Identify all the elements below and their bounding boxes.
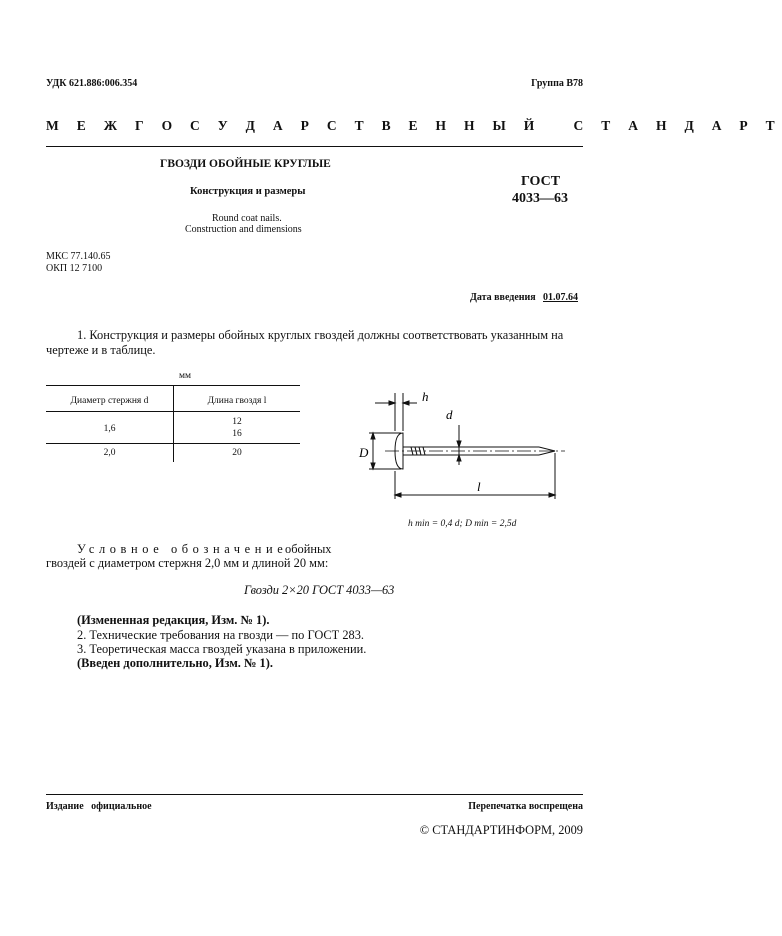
copyright: © СТАНДАРТИНФОРМ, 2009 [419,823,583,837]
table-unit: мм [179,371,192,381]
table-cell-l-1a: 12 [232,417,242,427]
designation-rest: обойных [285,542,332,556]
reprint-label: Перепечатка воспрещена [468,801,583,812]
udk-code: УДК 621.886:006.354 [46,78,138,89]
drawing-caption: h min = 0,4 d; D min = 2,5d [408,519,517,529]
table-cell-l-1b: 16 [232,429,242,439]
standard-banner: М Е Ж Г О С У Д А Р С Т В Е Н Н Ы Й С Т А Н Д А Р Т [46,118,782,133]
banner-rule [46,146,583,147]
label-l: l [477,479,481,494]
mks-code: МКС 77.140.65 [46,251,111,262]
note-item-2: 2. Технические требования на гвозди — по ГОСТ 283. [77,628,365,642]
table-cell-d-2: 2,0 [103,448,116,458]
designation-line2: гвоздей с диаметром стержня 2,0 мм и длиной 20 мм: [46,556,329,570]
designation-spaced: Условное обозначение [77,542,288,556]
label-D: D [359,445,369,460]
note-changed: (Измененная редакция, Изм. № 1). [77,613,270,627]
table-cell-d-1: 1,6 [103,424,116,434]
title-en-1: Round coat nails. [212,213,282,224]
title-en-2: Construction and dimensions [185,224,302,235]
designation-example: Гвозди 2×20 ГОСТ 4033—63 [244,583,395,597]
group-code: Группа В78 [531,78,583,89]
para1-line1: 1. Конструкция и размеры обойных круглых гвоздей должны соответствовать указанным на [77,328,564,342]
footer-rule [46,794,583,795]
note-added: (Введен дополнительно, Изм. № 1). [77,656,273,670]
table-cell-l-2: 20 [232,448,242,458]
table-header-rule [46,411,300,412]
okp-code: ОКП 12 7100 [46,263,103,274]
note-item-3: 3. Теоретическая масса гвоздей указана в приложении. [77,642,367,656]
label-h: h [422,389,429,404]
table-header-length: Длина гвоздя l [207,396,267,406]
intro-date-label: Дата введения [470,292,536,303]
nail-drawing [355,385,575,505]
table-header-diameter: Диаметр стержня d [70,396,149,406]
table-row-rule [46,443,300,444]
label-d: d [446,407,453,422]
intro-date-value: 01.07.64 [543,292,578,303]
gost-number: 4033—63 [512,191,568,206]
title-ru: ГВОЗДИ ОБОЙНЫЕ КРУГЛЫЕ [160,158,331,170]
para1-line2: чертеже и в таблице. [46,343,156,357]
subtitle-ru: Конструкция и размеры [190,186,306,197]
edition-label: Издание официальное [46,801,152,812]
gost-label: ГОСТ [521,174,561,189]
